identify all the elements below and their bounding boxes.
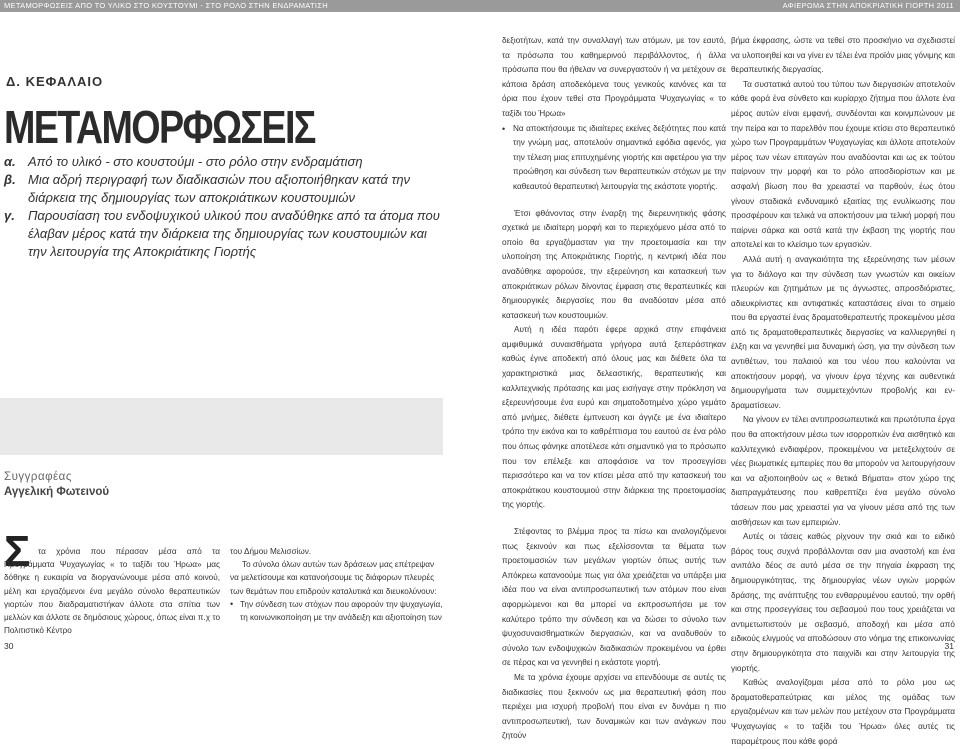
paragraph: Το σύνολο όλων αυτών των δράσεων μας επέτρεψαν να μελετίσουμε και κατανοήσουμε τις διάφορων πλευρές των θεμάτων που επιδρούν καταλυτικά και διευκολύνουν: [230, 560, 437, 596]
fourth-column [731, 34, 955, 749]
running-header-left: ΜΕΤΑΜΟΡΦΩΣΕΙΣ ΑΠΟ ΤΟ ΥΛΙΚΟ ΣΤΟ ΚΟΥΣΤΟΥΜΙ - ΣΤΟ ΡΟΛΟ ΣΤΗΝ ΕΝΔΡΑΜΑΤΙΣΗ [4, 1, 328, 10]
toc-letter: γ. [4, 208, 15, 223]
paragraph: Αυτή η ιδέα παρότι έφερε αρχικά στην επιφάνεια αμφιθυμικά συναισθήματα γρήγορα αυτά ξεπεράστηκαν καθώς έγινε αποδεκτή από όλους μας και διέθετε όλα τα χαρακτηριστικά μιας δελεαστικής, θεραπευτικής και καλλιτεχνικής πρότασης και μας εισήγαγε στην πρόκληση να εξερευνήσουμε ένα ευρύ και σηματοδοτημένο χώρο γεμάτο από μνήμες, διέθετε έμπνευση και άγγιζε με ένα ιδιαίτερο τρόπο την εικόνα και το καθρέπτισμα του εαυτού σε ένα ρόλο που όπως φάνηκε αποτέλεσε κάτι σημαντικό για το πρόσωπο που τον επέλεξε και αποφάσισε να τον προσεγγίσει περισσότερο και να τον κτίσει μέσα από την κατασκευή του αποκριάτικου κουστουμιού στην διάρκεια της προετοιμασίας της γιορτής. [502, 325, 726, 510]
author-name: Αγγελική Φωτεινού [4, 486, 110, 498]
toc-item [4, 153, 444, 171]
bullet-item: • Την σύνδεση των στόχων που αφορούν την ψυχαγωγία, τη κοινωνικοποίηση με την ανάδειξη και αξιοποίηση των [230, 598, 444, 624]
running-header [0, 0, 960, 12]
page-number-left: 30 [4, 641, 14, 651]
intro-column [4, 545, 220, 637]
decorative-band [0, 398, 443, 455]
toc-item [4, 207, 444, 261]
toc-letter: α. [4, 154, 16, 169]
toc-text: Παρουσίαση του ενδοψυχικού υλικού που αναδύθηκε από τα άτομα που έλαβαν μέρος κατά την διάρκεια της δημιουργίας των κουστουμιών και την λειτουργία της Αποκριάτικης Γιορτής [28, 208, 440, 259]
paragraph: Στέφοντας το βλέμμα προς τα πίσω και αναλογιζόμενοι πως ξεκινούν και πως εξελίσσονται τα θέματα των προετοιμασιών των μεγάλων γιορτών όπως αυτής των Απόκρεω κατανοούμε πως για όλα χρειάζεται να υπάρξει μια ιδέα που να είναι αντιπροσωπευτική των ατόμων που είναι αφορμώμενοι και θα μπορεί να εκπροσωπήσει με τον καλύτερο τρόπο την σύνδεση και να δώσει το σύνολο των ψυχοσυναισθηματικών διεργασιών, και να αναδυθούν το σύνολο των ενδοψυχικών διαδικασιών προκειμένου να έρθει σε πέρας και να γεννηθεί η εκάστοτε γιορτή. [502, 527, 726, 668]
intro-paragraph: τα χρόνια που πέρασαν μέσα από τα Προγράμματα Ψυχαγωγίας « το ταξίδι του Ήρωα» μας δόθηκε η ευκαιρία να διοργανώνουμε μέσα από κοινού, μέλη και εργαζόμενοι ένα μεγάλο σύνολο θεραπευτικών γιορτών που διαδραματιστήκαν άλλοτε στα σπίτια των μελλών και άλλοτε σε δημόσιους χώρους, όπως είναι π.χ το Πολιτιστικό Κέντρο [4, 547, 220, 636]
chapter-label: Δ. ΚΕΦΑΛΑΙΟ [6, 74, 104, 89]
paragraph: Τα συστατικά αυτού του τύπου των διεργασιών αποτελούν κάθε φορά ένα σύνθετο και κυρίαρχο ζήτημα που άλλοτε ένα μέρος αυτών είναι εμφανή, συνδέονται και κοινμπώνουν με την πείρα και το παρελθόν που έχουμε κτίσει στο θεραπευτικό χώρο των Προγραμμάτων Ψυχαγωγίας και άλλοτε αποτελούν μέρος των νέων επιταγών που αναδύονται και ως εκ τούτου παίρνουν την μορφή και το ρόλο αποσδιορίστων και με ασφαλή βίωση που θα χρειαστεί να παρθούν, έως ότου γίνουν σταδιακά ενδυναμικό εξαιτίας της ενυλίκωσης που προσφέρουν και τελικά να αποκτήσουν μια τελική μορφή που παίρνει σάρκα και οστά κατά την έκβαση της γιορτής που αποτελεί και το κλείσιμο των εργασιών. [731, 79, 956, 250]
author-label: Συγγραφέας [4, 471, 72, 483]
paragraph: του Δήμου Μελισσίων. [230, 547, 312, 556]
paragraph: Με τα χρόνια έχουμε αρχίσει να επενδύουμε σε αυτές τις διαδικασίες που ξεκινούν ως μια θεραπευτική φάση που περιέχει μια ισχυρή προβολή που είναι εν δυνάμει η πιο αντιπροσωπευτική, των δυναμικών και των ανάγκων που ζητούν [502, 672, 726, 741]
toc-text: Μια αδρή περιγραφή των διαδικασιών που αξιοποιήθηκαν κατά την διάρκεια της δημιουργίας των αποκριάτικων κουστουμιών [28, 172, 411, 205]
paragraph: βήμα έκφρασης, ώστε να τεθεί στο προσκήνιο να σχεδιαστεί να υλοποιηθεί και να γίνει εν τέλει ένα προϊόν μιας γόνιμης και θεραπευτικής διεργασίας. [731, 36, 955, 75]
third-column [502, 34, 726, 744]
drop-cap: Σ [4, 527, 31, 576]
paragraph: δεξιοτήτων, κατά την συναλλαγή των ατόμων, με τον εαυτό, τα πρόσωπα του καθημερινού περιβάλλοντος, ή άλλα πρόσωπα που θα ήθελαν να συνεργαστούν ή να μετέχουν σε κάποια δράση αποδεκόμενα τους γενικούς κανόνες και τα όρια που έχουν τεθεί στα Προγράμματα Ψυχαγωγίας « το ταξίδι του Ήρωα» [502, 36, 726, 118]
paragraph: Αυτές οι τάσεις καθώς ρίχνουν την σκιά και το ειδικό βάρος τους συχνά προβάλλονται σαν μια αναστολή και ένα ανιπάλο δέος σε αυτό μέσα σε την πηγαία έκφραση της δημιουργικότητας, της δημιουργίας νέων υγιών μορφών δράσης, της ανάπτυξης του ενθαρρυμένου εαυτού, την ορθή και στης προσεγγίσεις του σεβασμού που τους χρειάζεται να αντιμετωπιστούν με σεβασμό, αποδοχή και μέσα από ειδικούς ελιγμούς να αποδώσουν στο νόημα της επικοινωνίας στην δημιουργικότητα στο παιχνίδι και στην λειτουργία της γιορτής. [731, 532, 955, 673]
bullet-item: • Να αποκτήσουμε τις ιδιαίτερες εκείνες δεξιότητες που κατά την γνώμη μας, αποτελούν σημαντικά εφόδια αφενός, για την τέλεση μιας επιτυχημένης γιορτής και αφετέρου για την προώθηση και σύνδεση των θεραπευτικών στόχων με την καθεαυτού θεραπευτική λειτουργία της εκάστοτε γιορτής. [502, 122, 726, 195]
toc-letter: β. [4, 172, 16, 187]
paragraph: Καθώς αναλογίζομαι μέσα από το ρόλο μου ως δραματοθεραπεύτριας και μέλος της ομάδας των εργαζομένων και των μελών που μετέχουν στα Προγράμματα Ψυχαγωγίας « το ταξίδι του Ήρωα» όλες αυτές τις παραμέτρους που κάθε φορά [731, 678, 955, 746]
page-number-right: 31 [944, 641, 954, 651]
page-title: ΜΕΤΑΜΟΡΦΩΣΕΙΣ [4, 101, 315, 153]
second-column [230, 545, 444, 624]
toc-item [4, 171, 444, 207]
paragraph: Αλλά αυτή η αναγκαιότητα της εξερεύνησης των μέσων για το διάλογο και την σύνδεση των γνωστών και οικείων πλευρών και ζητημάτων με τις άγνωστες, απροσδιόριστες, αδιευκρίνιστες και αντιφατικές καταστάσεις είναι το σημείο που θα εργαστεί ένας δραματοθεραπευτής προκειμένου μέσα από τις δραματοθεραπευτικές διεργασίες να καλλιεργηθεί η έλξη και να γεννηθεί μια δυναμική ώση, για την σύνδεση των αντιθέτων, του παλαιού και του νέου που καλούνται να αποκτήσουν μορφή, να γίνουν έργα τέχνης και αυθεντικά δημιουργήματα των συμμετεχόντων προβολής και εν-δραματίσεων. [731, 254, 955, 410]
paragraph: Να γίνουν εν τέλει αντιπροσωπευτικά και πρωτότυπα έργα που θα αποκτήσουν μέσω των ισορροπιών ένα αισθητικό και καλλιτεχνικό ενδιαφέρον, προκειμένου να μετεξελιχτούν σε νέες βιωματικές εμπειρίες που θα μπορούν να λειτουργήσουν και να αξιοποιηθούν ως « θετικά Βήματα» στον χώρο της διαπραγμάτευσης που καθρεπτίζει ένα μεγάλο σύνολο τάσεων που μας χρειαστεί για να γίνουν μέσα από της των αισθήσεων και των εμπειριών. [731, 415, 955, 527]
table-of-contents [4, 153, 444, 261]
running-header-right: ΑΦΙΕΡΩΜΑ ΣΤΗΝ ΑΠΟΚΡΙΑΤΙΚΗ ΓΙΟΡΤΗ 2011 [782, 1, 954, 10]
paragraph: Έτσι φθάνοντας στην έναρξη της διερευνητικής φάσης σχετικά με ιδιαίτερη μορφή και το περιεχόμενο μέσα από το οποίο θα εργαζόμασταν για την προετοιμασία και την υλοποίηση της Αποκριάτικης Γιορτής, η κεντρική ιδέα που αναδύθηκε αφορούσε, την εξερεύνηση και κατασκευή των αποκριάτικων ρόλων δίνοντας έμφαση στις θεραπευτικές και δημιουργικές διεργασίες που θα αναδύοταν μέσα από κατασκευή των κουστουμιών. [502, 208, 726, 320]
toc-text: Από το υλικό - στο κουστούμι - στο ρόλο στην ενδραμάτιση [28, 154, 363, 169]
